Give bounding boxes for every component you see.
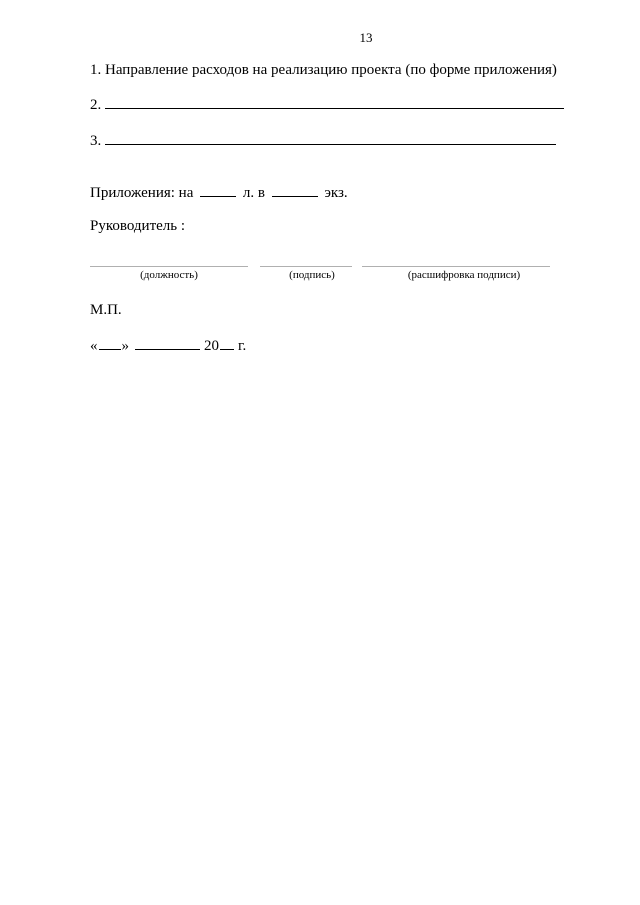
item-text: Направление расходов на реализацию проекта (по форме приложения) (105, 62, 557, 78)
appendix-prefix: Приложения: на (90, 185, 194, 201)
item-fill-line[interactable] (105, 94, 564, 109)
decoding-caption: (расшифровка подписи) (407, 269, 521, 281)
item-number: 3. (90, 133, 102, 149)
list-item-1 (90, 61, 557, 79)
stamp-label: М.П. (90, 302, 122, 318)
appendix-line (90, 183, 348, 202)
item-fill-line[interactable] (105, 130, 556, 145)
signature-caption: (подпись) (289, 269, 335, 281)
month-blank[interactable] (135, 336, 200, 350)
position-caption: (должность) (140, 269, 198, 281)
year-prefix: 20 (204, 338, 219, 354)
date-line (90, 336, 246, 355)
list-item-2 (90, 94, 564, 114)
sheets-unit: л. в (242, 185, 265, 201)
item-number: 2. (90, 97, 102, 113)
copies-count-blank[interactable] (272, 183, 318, 197)
list-item-3 (90, 130, 556, 150)
date-close-quote: » (121, 338, 129, 354)
year-blank[interactable] (220, 336, 234, 350)
day-blank[interactable] (99, 336, 121, 350)
year-suffix: г. (238, 338, 247, 354)
position-line[interactable] (90, 266, 248, 267)
copies-unit: экз. (324, 185, 348, 201)
signature-decoding-line[interactable] (362, 266, 550, 267)
head-label: Руководитель : (90, 218, 186, 234)
date-open-quote: « (90, 338, 98, 354)
item-number: 1. (90, 62, 102, 78)
page-number: 13 (359, 30, 373, 45)
signature-line[interactable] (260, 266, 352, 267)
sheets-count-blank[interactable] (200, 183, 236, 197)
